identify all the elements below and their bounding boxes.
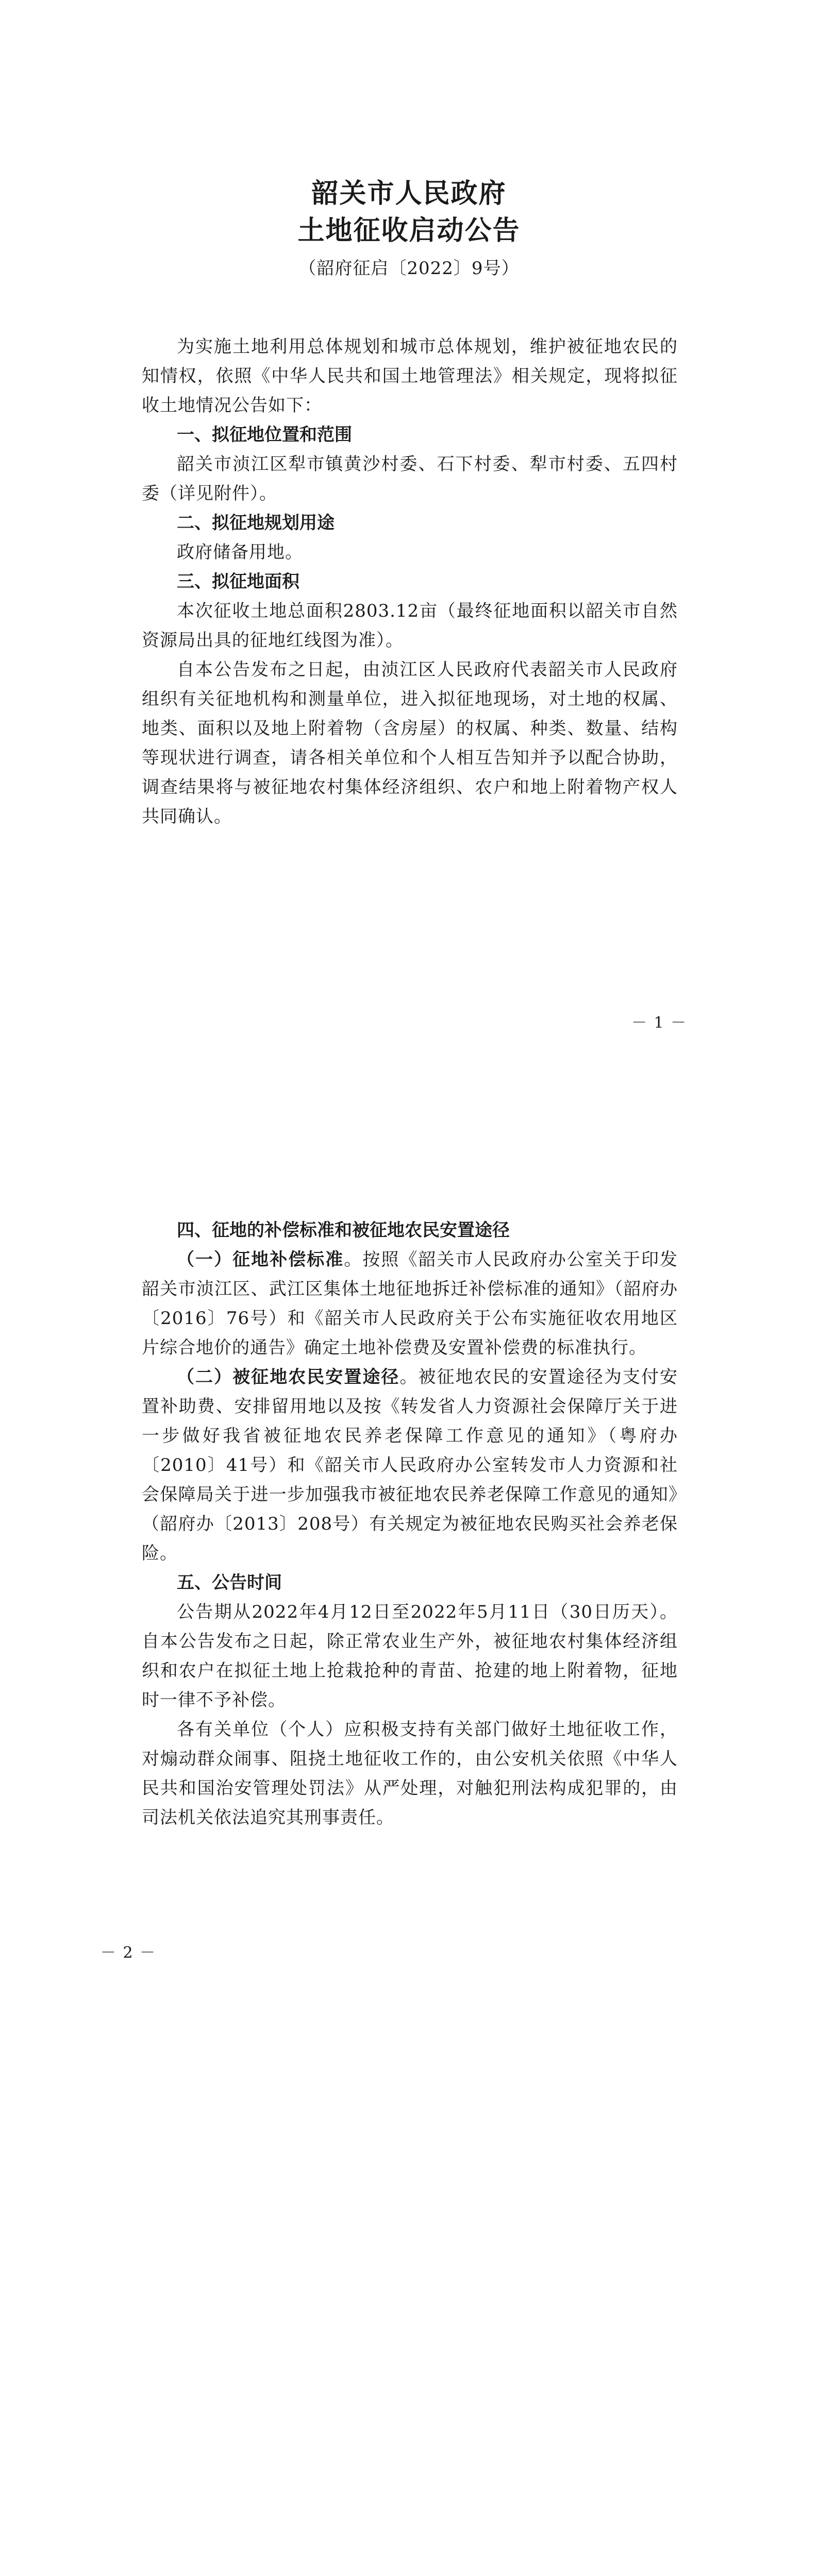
page-number: － 1 － — [631, 1014, 688, 1032]
section-3-heading: 三、拟征地面积 — [177, 571, 299, 592]
intro-paragraph: 为实施土地利用总体规划和城市总体规划，维护被征地农民的知情权，依照《中华人民共和国土地管理法》相关规定，现将拟征收土地情况公告如下： — [142, 336, 678, 416]
page-number: － 2 － — [101, 1944, 157, 1962]
section-3-text: 本次征收土地总面积2803.12亩（最终征地面积以韶关市自然资源局出具的征地红线图为准）。 — [142, 601, 678, 651]
survey-paragraph: 自本公告发布之日起，由浈江区人民政府代表韶关市人民政府组织有关征地机构和测量单位，进入拟征地现场，对土地的权属、地类、面积以及地上附着物（含房屋）的权属、种类、数量、结构等现状进行调查，请各相关单位和个人相互告知并予以配合协助，调查结果将与被征地农村集体经济组织、农户和地上附着物产权人共同确认。 — [142, 659, 678, 827]
page-1 — [0, 0, 818, 1157]
section-2-heading: 二、拟征地规划用途 — [177, 513, 335, 533]
resettlement-paragraph — [142, 1363, 678, 1568]
section-4-heading: 四、征地的补偿标准和被征地农民安置途径 — [177, 1220, 510, 1241]
warning-paragraph: 各有关单位（个人）应积极支持有关部门做好土地征收工作，对煽动群众闹事、阻挠土地征收工作的，由公安机关依照《中华人民共和国治安管理处罚法》从严处理，对触犯刑法构成犯罪的，由司法机关依法追究其刑事责任。 — [142, 1719, 678, 1828]
section-5-heading: 五、公告时间 — [177, 1572, 282, 1593]
doc-number: （韶府征启〔2022〕9号） — [298, 258, 520, 279]
compensation-subhead: （一）征地补偿标准 — [177, 1249, 344, 1270]
page-1-body — [142, 332, 678, 832]
section-1-text: 韶关市浈江区犁市镇黄沙村委、石下村委、犁市村委、五四村委（详见附件）。 — [142, 454, 678, 504]
compensation-paragraph — [142, 1245, 678, 1363]
period-paragraph: 公告期从2022年4月12日至2022年5月11日（30日历天）。自本公告发布之日起，除正常农业生产外，被征地农村集体经济组织和农户在拟征土地上抢栽抢种的青苗、抢建的地上附着物，征地时一律不予补偿。 — [142, 1602, 678, 1710]
title-line-1: 韶关市人民政府 — [311, 178, 507, 209]
resettlement-subhead: （二）被征地农民安置途径 — [177, 1367, 400, 1387]
page-2-body — [142, 1216, 678, 1833]
section-1-heading: 一、拟征地位置和范围 — [177, 425, 352, 445]
resettlement-text: 。被征地农民的安置途径为支付安置补助费、安排留用地以及按《转发省人力资源社会保障厅关于进一步做好我省被征地农民养老保障工作意见的通知》（粤府办〔2010〕41号）和《韶关市人民政府办公室转发市人力资源和社会保障局关于进一步加强我市被征地农民养老保障工作意见的通知》（韶府办〔2013〕208号）有关规定为被征地农民购买社会养老保险。 — [142, 1367, 678, 1564]
section-2-text: 政府储备用地。 — [177, 542, 303, 563]
title-block — [0, 175, 818, 281]
page-3 — [0, 2313, 818, 2576]
page-2 — [0, 1157, 818, 2313]
title-line-2: 土地征收启动公告 — [297, 215, 521, 246]
compensation-text: 。按照《韶关市人民政府办公室关于印发韶关市浈江区、武江区集体土地征地拆迁补偿标准的通知》（韶府办〔2016〕76号）和《韶关市人民政府关于公布实施征收农用地区片综合地价的通告》确定土地补偿费及安置补偿费的标准执行。 — [142, 1249, 678, 1358]
